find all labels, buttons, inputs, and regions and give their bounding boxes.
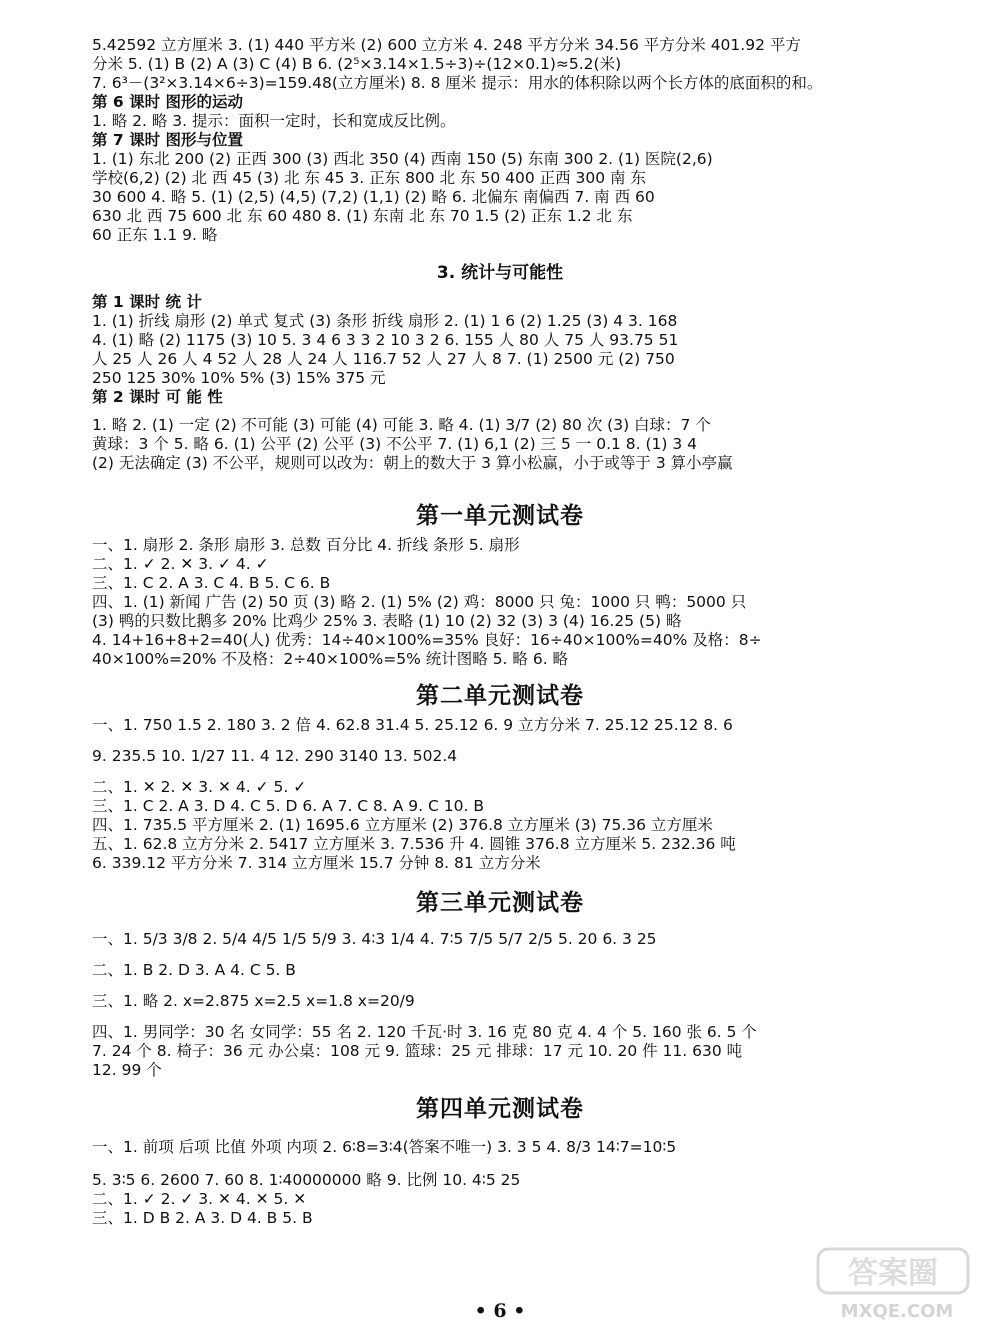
answer-line: 二、1. ✓ 2. ✓ 3. ✕ 4. ✕ 5. ✕ bbox=[92, 1190, 307, 1208]
answer-line: 三、1. 略 2. x=2.875 x=2.5 x=1.8 x=20/9 bbox=[92, 992, 415, 1010]
answer-line: 1. (1) 东北 200 (2) 正西 300 (3) 西北 350 (4) 西南 150 (5) 东南 300 2. (1) 医院(2,6) bbox=[92, 150, 713, 168]
unit4-answers bbox=[92, 1138, 922, 1228]
answer-line: 人 25 人 26 人 4 52 人 28 人 24 人 116.7 52 人 27 人 8 7. (1) 2500 元 (2) 750 bbox=[92, 350, 675, 368]
lesson-heading: 第 6 课时 图形的运动 bbox=[92, 93, 243, 111]
unit-title: 第一单元测试卷 bbox=[416, 503, 584, 529]
answer-line: 250 125 30% 10% 5% (3) 15% 375 元 bbox=[92, 369, 386, 387]
unit3-answers bbox=[92, 930, 922, 1080]
answer-line: 12. 99 个 bbox=[92, 1061, 162, 1079]
answer-line: (2) 无法确定 (3) 不公平，规则可以改为：朝上的数大于 3 算小松赢，小于或等于 3 算小亭赢 bbox=[92, 454, 733, 472]
answer-line: 60 正东 1.1 9. 略 bbox=[92, 226, 218, 244]
answer-line: 1. (1) 折线 扇形 (2) 单式 复式 (3) 条形 折线 扇形 2. (1) 1 6 (2) 1.25 (3) 4 3. 168 bbox=[92, 312, 678, 330]
unit-title: 第二单元测试卷 bbox=[416, 683, 584, 709]
answer-line: 1. 略 2. (1) 一定 (2) 不可能 (3) 可能 (4) 可能 3. 略 4. (1) 3/7 (2) 80 次 (3) 白球：7 个 bbox=[92, 416, 711, 434]
lesson-heading: 第 1 课时 统 计 bbox=[92, 293, 202, 311]
answer-line: 7. 24 个 8. 椅子：36 元 办公桌：108 元 9. 篮球：25 元 排球：17 元 10. 20 件 11. 630 吨 bbox=[92, 1042, 743, 1060]
answer-line: 40×100%=20% 不及格：2÷40×100%=5% 统计图略 5. 略 6. 略 bbox=[92, 650, 569, 668]
answer-line: 5.42592 立方厘米 3. (1) 440 平方米 (2) 600 立方米 4. 248 平方分米 34.56 平方分米 401.92 平方 bbox=[92, 36, 801, 54]
answer-line: 四、1. 男同学：30 名 女同学：55 名 2. 120 千瓦·时 3. 16 克 80 克 4. 4 个 5. 160 张 6. 5 个 bbox=[92, 1023, 757, 1041]
answer-line: 1. 略 2. 略 3. 提示：面积一定时，长和宽成反比例。 bbox=[92, 112, 456, 130]
unit-title: 第三单元测试卷 bbox=[416, 890, 584, 916]
answers-block-probability bbox=[92, 416, 922, 473]
page-number: • 6 • bbox=[474, 1300, 526, 1322]
answer-line: 6. 339.12 平方分米 7. 314 立方厘米 15.7 分钟 8. 81 立方分米 bbox=[92, 854, 541, 872]
answer-line: 30 600 4. 略 5. (1) (2,5) (4,5) (7,2) (1,1) (2) 略 6. 北偏东 南偏西 7. 南 西 60 bbox=[92, 188, 655, 206]
answer-line: 630 北 西 75 600 北 东 60 480 8. (1) 东南 北 东 70 1.5 (2) 正东 1.2 北 东 bbox=[92, 207, 633, 225]
answer-line: 三、1. C 2. A 3. C 4. B 5. C 6. B bbox=[92, 574, 331, 592]
unit-title: 第四单元测试卷 bbox=[416, 1096, 584, 1122]
answer-line: 7. 6³－(3²×3.14×6÷3)=159.48(立方厘米) 8. 8 厘米 提示：用水的体积除以两个长方体的底面积的和。 bbox=[92, 74, 823, 92]
answer-line: 学校(6,2) (2) 北 西 45 (3) 北 东 45 3. 正东 800 北 东 50 400 正西 300 南 东 bbox=[92, 169, 646, 187]
answer-line: (3) 鸭的只数比鹅多 20% 比鸡少 25% 3. 表略 (1) 10 (2) 32 (3) 3 (4) 16.25 (5) 略 bbox=[92, 612, 682, 630]
watermark-text: 答案圈 bbox=[848, 1256, 938, 1291]
answer-line: 4. (1) 略 (2) 1175 (3) 10 5. 3 4 6 3 3 2 10 3 2 6. 155 人 80 人 75 人 93.75 51 bbox=[92, 331, 679, 349]
answer-line: 四、1. (1) 新闻 广告 (2) 50 页 (3) 略 2. (1) 5% (2) 鸡：8000 只 兔：1000 只 鸭：5000 只 bbox=[92, 593, 747, 611]
answer-line: 一、1. 5/3 3/8 2. 5/4 4/5 1/5 5/9 3. 4∶3 1/4 4. 7∶5 7/5 5/7 2/5 5. 20 6. 3 25 bbox=[92, 930, 657, 948]
answer-line: 二、1. ✕ 2. ✕ 3. ✕ 4. ✓ 5. ✓ bbox=[92, 778, 307, 796]
answer-line: 一、1. 750 1.5 2. 180 3. 2 倍 4. 62.8 31.4 5. 25.12 6. 9 立方分米 7. 25.12 25.12 8. 6 bbox=[92, 716, 733, 734]
answer-line: 三、1. D B 2. A 3. D 4. B 5. B bbox=[92, 1209, 313, 1227]
answer-line: 二、1. ✓ 2. ✕ 3. ✓ 4. ✓ bbox=[92, 555, 269, 573]
answer-line: 二、1. B 2. D 3. A 4. C 5. B bbox=[92, 961, 296, 979]
answers-block-statistics bbox=[92, 293, 922, 407]
unit1-answers bbox=[92, 536, 922, 669]
answer-line: 一、1. 扇形 2. 条形 扇形 3. 总数 百分比 4. 折线 条形 5. 扇形 bbox=[92, 536, 520, 554]
answer-line: 分米 5. (1) B (2) A (3) C (4) B 6. (2⁵×3.14×1.5÷3)÷(12×0.1)≈5.2(米) bbox=[92, 55, 622, 73]
answer-line: 四、1. 735.5 平方厘米 2. (1) 1695.6 立方厘米 (2) 376.8 立方厘米 (3) 75.36 立方厘米 bbox=[92, 816, 713, 834]
answer-line: 9. 235.5 10. 1/27 11. 4 12. 290 3140 13. 502.4 bbox=[92, 747, 458, 765]
watermark-url: MXQE.COM bbox=[840, 1301, 954, 1322]
answers-block-geometry bbox=[92, 36, 922, 245]
answer-line: 5. 3∶5 6. 2600 7. 60 8. 1∶40000000 略 9. 比例 10. 4∶5 25 bbox=[92, 1171, 521, 1189]
answer-line: 三、1. C 2. A 3. D 4. C 5. D 6. A 7. C 8. A 9. C 10. B bbox=[92, 797, 484, 815]
answer-line: 一、1. 前项 后项 比值 外项 内项 2. 6∶8=3∶4(答案不唯一) 3. 3 5 4. 8/3 14∶7=10∶5 bbox=[92, 1138, 677, 1156]
section-title: 3. 统计与可能性 bbox=[436, 263, 564, 283]
watermark-logo bbox=[812, 1245, 982, 1325]
lesson-heading: 第 2 课时 可 能 性 bbox=[92, 388, 223, 406]
answer-line: 黄球：3 个 5. 略 6. (1) 公平 (2) 公平 (3) 不公平 7. (1) 6,1 (2) 三 5 一 0.1 8. (1) 3 4 bbox=[92, 435, 698, 453]
answer-line: 五、1. 62.8 立方分米 2. 5417 立方厘米 3. 7.536 升 4. 圆锥 376.8 立方厘米 5. 232.36 吨 bbox=[92, 835, 736, 853]
answer-line: 4. 14+16+8+2=40(人) 优秀：14÷40×100%=35% 良好：16÷40×100%=40% 及格：8÷ bbox=[92, 631, 762, 649]
lesson-heading: 第 7 课时 图形与位置 bbox=[92, 131, 243, 149]
unit2-answers bbox=[92, 716, 922, 873]
